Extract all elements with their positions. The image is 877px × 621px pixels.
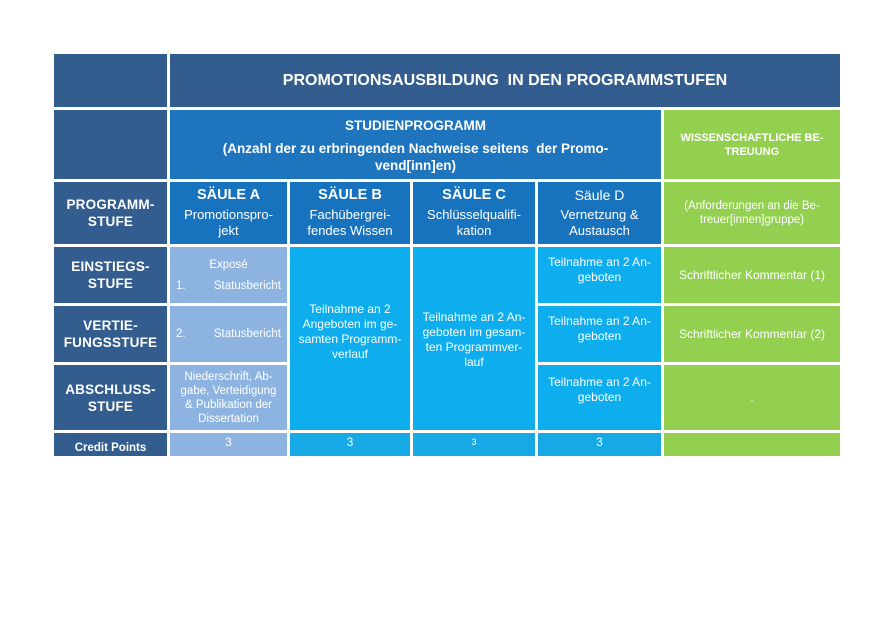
saeule-a-sub-1: Promotionspro-: [184, 207, 273, 222]
saeule-c-sub-2: kation: [456, 223, 492, 238]
column-head-saeule-b: [290, 182, 410, 244]
studienprogramm-subtitle-2: vend[inn]en): [375, 158, 456, 173]
credit-e: [664, 433, 840, 456]
cell-a-abschluss-line2: gabe, Verteidigung: [180, 384, 277, 397]
cell-c-all-stufen: [413, 247, 535, 430]
cell-a-einstieg-num: 1.: [176, 279, 186, 292]
row-head-vertiefung-line2: FUNGSSTUFE: [63, 335, 158, 350]
cell-d-abschluss-line2: geboten: [577, 390, 622, 404]
betreuung-sub-2: treuer[innen]gruppe): [699, 214, 805, 226]
cell-d-einstieg: [538, 247, 661, 303]
cell-e-vertiefung-text: Schriftlicher Kommentar (2): [678, 326, 826, 341]
row-head-einstiegsstufe: [54, 247, 167, 303]
betreuung-title-2: TREUUNG: [724, 145, 780, 158]
row-head-credit-points: [54, 433, 167, 456]
credit-c: [413, 433, 535, 456]
row-head-abschluss-line2: STUFE: [87, 398, 134, 414]
cell-b-line3: samten Programm-: [298, 332, 402, 346]
row-head-abschluss-line1: ABSCHLUSS-: [65, 381, 156, 397]
cell-b-all-stufen: [290, 247, 410, 430]
corner-cell-top: [54, 54, 167, 107]
saeule-d-sub-2: Austausch: [569, 223, 630, 238]
cell-d-abschluss: [538, 365, 661, 430]
studienprogramm-subtitle-1: (Anzahl der zu erbringenden Nachweise seitens der Promo-: [222, 141, 609, 156]
cell-a-abschluss: [170, 365, 287, 430]
row-head-programmstufe-line2: STUFE: [87, 214, 134, 229]
cell-d-vertiefung: [538, 306, 661, 362]
betreuung-title-1: WISSENSCHAFTLICHE BE-: [680, 131, 824, 144]
row-head-vertiefung-line1: VERTIE-: [83, 318, 138, 333]
cell-e-abschluss-text: .: [750, 391, 754, 404]
cell-a-abschluss-line4: Dissertation: [198, 412, 259, 425]
column-head-saeule-a: [170, 182, 287, 244]
cell-a-vertiefung: [170, 306, 287, 362]
cell-d-vertiefung-line2: geboten: [577, 329, 622, 343]
cell-a-vertiefung-item: [170, 327, 287, 341]
cell-e-einstieg: [664, 247, 840, 303]
saeule-d-title: Säule D: [574, 187, 625, 203]
row-head-abschlussstufe: [54, 365, 167, 430]
row-head-einstieg-line1: EINSTIEGS-: [71, 259, 150, 274]
studienprogramm-header: [170, 110, 661, 179]
cell-c-line1: Teilnahme an 2 An-: [422, 310, 526, 324]
cell-a-einstieg-item: [170, 279, 287, 293]
credit-a-value: 3: [225, 435, 232, 449]
studienprogramm-title: STUDIENPROGRAMM: [345, 118, 486, 133]
credit-b-value: 3: [346, 435, 354, 449]
saeule-b-sub-2: fendes Wissen: [307, 223, 393, 238]
cell-b-line2: Angeboten im ge-: [302, 317, 398, 331]
saeule-a-title: SÄULE A: [196, 187, 261, 203]
cell-d-einstieg-line2: geboten: [577, 270, 622, 284]
saeule-c-sub-1: Schlüsselqualifi-: [427, 207, 521, 222]
cell-d-abschluss-line1: Teilnahme an 2 An-: [548, 375, 651, 389]
cell-a-abschluss-line3: & Publikation der: [185, 398, 272, 411]
credit-d: [538, 433, 661, 456]
cell-d-vertiefung-line1: Teilnahme an 2 An-: [548, 314, 651, 328]
row-head-programmstufe: [54, 182, 167, 244]
saeule-b-title: SÄULE B: [318, 187, 382, 203]
saeule-a-sub-2: jekt: [218, 223, 239, 238]
saeule-d-sub-1: Vernetzung &: [560, 207, 639, 222]
betreuung-header: [664, 110, 840, 179]
row-head-programmstufe-line1: PROGRAMM-: [66, 197, 155, 212]
corner-cell-mid: [54, 110, 167, 179]
cell-a-vertiefung-num: 2.: [176, 328, 186, 340]
cell-a-einstieg-expose: Exposé: [209, 258, 248, 271]
cell-c-line4: lauf: [464, 355, 484, 369]
cell-a-vertiefung-status: Statusbericht: [213, 328, 281, 340]
row-head-einstieg-line2: STUFE: [87, 276, 134, 291]
cell-e-einstieg-text: Schriftlicher Kommentar (1): [678, 267, 826, 282]
credit-a: [170, 433, 287, 456]
credit-c-value: 3: [471, 437, 477, 447]
row-head-credit-points-text: Credit Points: [74, 442, 147, 454]
saeule-c-title: SÄULE C: [442, 187, 506, 203]
cell-b-line1: Teilnahme an 2: [309, 302, 391, 316]
page-title: [170, 54, 840, 107]
cell-e-abschluss: [664, 365, 840, 430]
cell-c-line2: geboten im gesam-: [422, 325, 526, 339]
cell-e-vertiefung: [664, 306, 840, 362]
cell-a-einstieg-status: Statusbericht: [213, 279, 281, 292]
cell-d-einstieg-line1: Teilnahme an 2 An-: [548, 255, 651, 269]
cell-b-line4: verlauf: [331, 347, 369, 361]
credit-d-value: 3: [596, 435, 603, 449]
betreuung-subheader: [664, 182, 840, 244]
row-head-vertiefungsstufe: [54, 306, 167, 362]
page-title-text: PROMOTIONSAUSBILDUNG IN DEN PROGRAMMSTUFEN: [282, 71, 728, 89]
column-head-saeule-d: [538, 182, 661, 244]
saeule-b-sub-1: Fachübergrei-: [309, 207, 391, 222]
credit-b: [290, 433, 410, 456]
cell-a-abschluss-line1: Niederschrift, Ab-: [184, 370, 273, 383]
column-head-saeule-c: [413, 182, 535, 244]
cell-c-line3: ten Programmver-: [425, 340, 523, 354]
cell-a-einstieg: [170, 247, 287, 303]
betreuung-sub-1: (Anforderungen an die Be-: [684, 200, 820, 212]
